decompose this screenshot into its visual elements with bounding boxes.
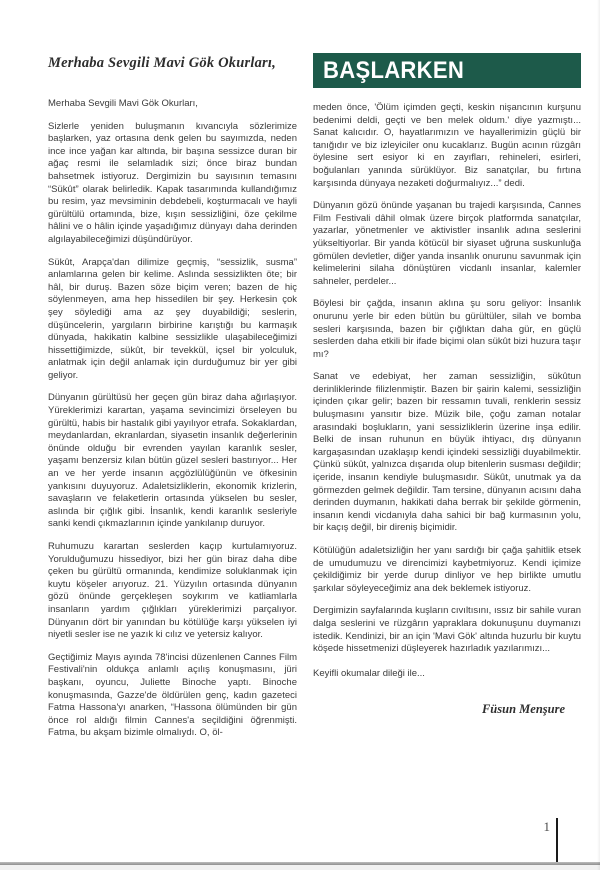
section-banner	[313, 53, 581, 88]
scan-background	[0, 865, 600, 870]
paragraph: Dünyanın gürültüsü her geçen gün biraz daha ağırlaşıyor. Yüreklerimizi karartan, yaşama sevincimizi örseleyen bu gürültü, habis bir hastalık gibi yayılıyor etrafa. Sokaklardan, meydanlardan, ekranlardan, siyasetin insanlık değerlerinin önünde olduğu bir evrenden yayılan karanlık sesler, yaşamı benzersiz kılan bütün güzel sesleri bastırıyor... Her an ve her yerde insanın açgözlülüğünün ve öfkesinin yankısını duyuyoruz. Adaletsizliklerin, ekonomik krizlerin, savaşların ve felaketlerin ortasında yükselen bu sesler, aslında bir çığlık gibi. İnsanlık, kendi karanlık sesleriyle sanki kendi çıkmazlarının içinde yankılanıp duruyor.	[48, 392, 297, 530]
paragraph: Dergimizin sayfalarında kuşların cıvıltısını, ıssız bir sahile vuran dalga seslerini ve rüzgârın yapraklara dokunuşunu duymanızı istedik. Kendinizi, bir an için 'Mavi Gök' altında huzurlu bir kuytu köşede hissetmenizi düşleyerek hazırladık yazılarımızı...	[313, 605, 581, 655]
paragraph: Ruhumuzu karartan seslerden kaçıp kurtulamıyoruz. Yorulduğumuzu hissediyor, bizi her gün biraz daha dibe çeken bu gürültü ormanında, kendimize soluklanmak için kuytu köşeler arıyoruz. 21. Yüzyılın ortasında dünyanın gözü önünde gerçekleşen soykırım ve katliamlarla insanların yardım çığlıkları yüreklerimizi parçalıyor. Dünyanın dört bir yanından bu kötülüğe karşı yükselen iyi niyetli sesler ise ne yazık ki cılız ve yetersiz kalıyor.	[48, 541, 297, 641]
paragraph: Böylesi bir çağda, insanın aklına şu soru geliyor: İnsanlık onurunu yerle bir eden bütün bu gürültüler, silah ve bomba sesleri karşısında, bazen bir çığlıktan daha gür, en güçlü seslerden daha etkili bir ifade biçimi olan sükût bizi huzura taşır mı?	[313, 298, 581, 360]
author-signature: Füsun Menşure	[481, 702, 565, 717]
paragraph: Kötülüğün adaletsizliğin her yanı sardığı bir çağa şahitlik etsek de umudumuzu ve direncimizi kaybetmiyoruz. Kendi içimize çekildiğimiz bir yerde durup dinliyor ve hep birlikte umutlu şarkılar söyleyeceğimiz ana dek beklemek istiyoruz.	[313, 545, 581, 594]
footer-rule	[556, 818, 558, 863]
paragraph: Sanat ve edebiyat, her zaman sessizliğin, sükûtun derinliklerinde filizlenmiştir. Bazen bir şairin kalemi, sessizliğin içinden çıkar gelir; bazen bir ressamın tuvali, renklerin sessiz buluşmasını yansıtır bize. Müzik bile, çoğu zaman notalar arasındaki boşlukların, yani sessizliklerin üzerine inşa edilir. Belki de insan ruhunun en büyük ihtiyacı, dış dünyanın kargaşasından uzaklaşıp kendi içindeki sessizliği duyabilmektir. Çünkü sükût, yalnızca dışarıda olup bitenlerin susması değildir; içeride, insanın kendiyle buluşmasıdır. Sükût, unutmak ya da görmezden gelmek değildir. Tam tersine, dünyanın acısını daha derinden duymanın, hakikati daha berrak bir şekilde görmenin, insanın kendi vicdanıyla daha sahici bir bağ kurmasının yolu, bir kaçış değil, bir direniş biçimidir.	[313, 371, 581, 534]
paragraph: Geçtiğimiz Mayıs ayında 78'incisi düzenlenen Cannes Film Festivali'nin oldukça anlamlı açılış konuşmasını, jüri başkanı, oyuncu, Juliette Binoche yaptı. Binoche konuşmasında, Gazze'de öldürülen genç, kadın gazeteci Fatma Hassona'yı anarken, “Hassona ölümünden bir gün önce rol aldığı filmin Cannes'a seçildiğini öğrenmişti. Fatma, bu akşam bizimle olmalıydı. O, öl-	[48, 651, 297, 739]
section-title: BAŞLARKEN	[323, 56, 465, 84]
page-number: 1	[543, 819, 550, 834]
paragraph: Dünyanın gözü önünde yaşanan bu trajedi karşısında, Cannes Film Festivali dâhil olmak üzere birçok platformda sanatçılar, yazarlar, yönetmenler ve aktivistler insanlık adına seslerini yükseltiyorlar. Bir yanda kötücül bir siyaset uğruna suskunluğa gömülen devletler, diğer yanda insanlık onurunu savunmak için kelimelerini silaha dönüştüren vicdanlı insanlar, kalemler sahneler, perdeler...	[313, 200, 581, 287]
closing-line: Keyifli okumalar dileği ile...	[313, 667, 425, 679]
paragraph: Sizlerle yeniden buluşmanın kıvancıyla sözlerimize başlarken, yaz ortasına denk gelen bu sayımızda, neden ince ince yağan kar altında, bir başına sessizce duran bir ağaç resmi ile selamladık sizi; önce biraz bundan bahsetmek istiyoruz. Dergimizin bu sayısının temasını “Sükût” olarak belirledik. Kapak tasarımında kullandığımız bu resim, yaz mevsiminin debdebeli, koşturmacalı ve hayli gürültülü ortamında, bize, kışın sessizliğini, öze çekilme hâlini ve o hâlin içinde yaşadığımız dünyayı daha derinden algılayabileceğimizi düşündürüyor.	[48, 120, 297, 245]
paragraph: meden önce, 'Ölüm içimden geçti, keskin nişancının kurşunu bedenimi deldi, geçti ve ben melek oldum.' diye yazmıştı... Sanat kalıcıdır. O, hayatlarımızın ve hayallerimizin güçlü bir tanığıdır ve biz izleyiciler onu kucaklarız. Bugün acının rüzgârı öylesine sert esiyor ki en zayıfları, rehineleri, esirleri, boğulanları yanında sürüklüyor. Biz sanatçılar, bu fırtına karşısında dünyaya nezaketi doğurmalıyız...” dedi.	[313, 102, 581, 189]
paragraph: Merhaba Sevgili Mavi Gök Okurları,	[48, 98, 198, 109]
left-column	[48, 55, 297, 750]
paragraph: Sükût, Arapça'dan dilimize geçmiş, “sessizlik, susma” anlamlarına gelen bir kelime. Aslında sessizlikten öte; bir hâl, bir duruş. Bazen söze biçim veren; bazen de hiç söylenmeyen, ama hep hissedilen bir şey. Herkesin çok şey söylediği ama az şey duyabildiği; seslerin, düşüncelerin, yargıların birbirine karıştığı bu karmaşık dünyada, hakikatin kalbine sessizlikle ulaşabileceğimizi hissettiğimizde, sükût, bir tevekkül, içsel bir yolculuk, anlatmak için değil anlamak için durduğumuz bir yer gibi geliyor.	[48, 256, 297, 381]
right-column	[313, 53, 581, 717]
greeting-heading: Merhaba Sevgili Mavi Gök Okurları,	[48, 55, 276, 71]
